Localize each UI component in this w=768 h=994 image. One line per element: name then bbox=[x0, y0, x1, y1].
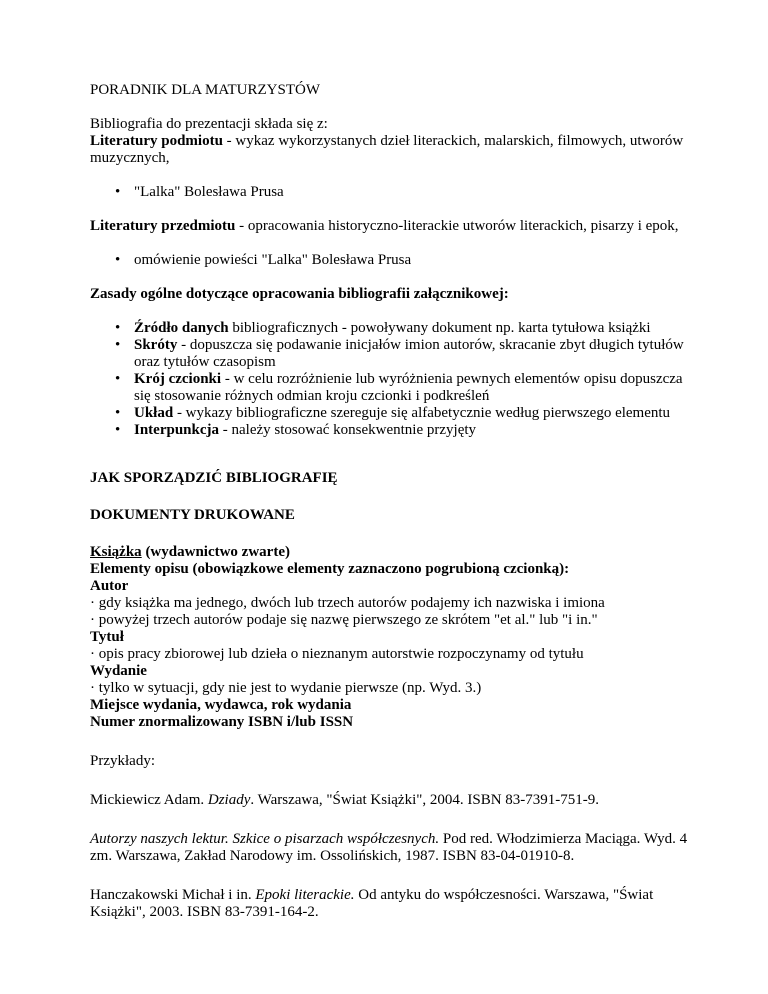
list-item-label: Interpunkcja bbox=[134, 422, 220, 438]
bullet-icon: • bbox=[115, 252, 121, 268]
bullet-icon: • bbox=[115, 320, 121, 336]
list-item-text: - dopuszcza się podawanie inicjałów imion autorów, skracanie zbyt długich tytułów oraz tytułów czasopism bbox=[134, 337, 684, 370]
wydanie-rule-1: · tylko w sytuacji, gdy nie jest to wydanie pierwsze (np. Wyd. 3.) bbox=[90, 680, 482, 696]
bullet-icon: • bbox=[115, 337, 121, 353]
autor-rule-2: · powyżej trzech autorów podaje się nazwę pierwszego ze skrótem "et al." lub "i in." bbox=[90, 612, 598, 628]
example-title: Autorzy naszych lektur. Szkice o pisarzach współczesnych. bbox=[90, 831, 440, 847]
field-tytul: Tytuł bbox=[90, 629, 124, 645]
list-item bbox=[90, 184, 690, 201]
list-item-text: "Lalka" Bolesława Prusa bbox=[134, 184, 284, 200]
lit-podmiotu-label: Literatury podmiotu bbox=[90, 133, 223, 149]
przyklady-label: Przykłady: bbox=[90, 753, 155, 769]
tytul-rule-1: · opis pracy zbiorowej lub dzieła o nieznanym autorstwie rozpoczynamy od tytułu bbox=[90, 646, 584, 662]
list-item bbox=[90, 371, 690, 405]
list-item-text: - w celu rozróżnienie lub wyróżnienia pewnych elementów opisu dopuszcza się stosowanie różnych odmian kroju czcionki i podkreśleń bbox=[134, 371, 683, 404]
field-wydanie: Wydanie bbox=[90, 663, 147, 679]
list-item-label: Krój czcionki bbox=[134, 371, 222, 387]
list-item-text: - wykazy bibliograficzne szereguje się alfabetycznie według pierwszego elementu bbox=[173, 405, 671, 421]
example-title: Dziady bbox=[207, 792, 251, 808]
example-author: Hanczakowski Michał i in. bbox=[90, 887, 256, 903]
zasady-heading: Zasady ogólne dotyczące opracowania bibliografii załącznikowej: bbox=[90, 286, 509, 302]
example-details: Pod red. Włodzimierza Maciąga. Wyd. 4 zm. Warszawa, Zakład Narodowy im. Ossolińskich, 1987. ISBN 83-04-01910-8. bbox=[90, 831, 688, 864]
list-item bbox=[90, 320, 690, 337]
example-title: Epoki literackie. bbox=[255, 887, 355, 903]
lit-przedmiotu-paragraph bbox=[90, 218, 690, 235]
list-item bbox=[90, 252, 690, 269]
example-3 bbox=[90, 887, 690, 921]
lit-przedmiotu-list bbox=[90, 252, 690, 269]
bullet-icon: • bbox=[115, 422, 121, 438]
example-details: Od antyku do współczesności. Warszawa, "Świat Książki", 2003. ISBN 83-7391-164-2. bbox=[90, 887, 654, 920]
lit-podmiotu-paragraph bbox=[90, 133, 690, 167]
list-item-label: Skróty bbox=[134, 337, 178, 353]
list-item-text: - należy stosować konsekwentnie przyjęty bbox=[219, 422, 477, 438]
list-item-text: bibliograficznych - powoływany dokument np. karta tytułowa książki bbox=[228, 320, 651, 336]
lit-przedmiotu-label: Literatury przedmiotu bbox=[90, 218, 236, 234]
list-item-label: Układ bbox=[134, 405, 174, 421]
list-item bbox=[90, 337, 690, 371]
lit-przedmiotu-text: - opracowania historyczno-literackie utworów literackich, pisarzy i epok, bbox=[235, 218, 679, 234]
bullet-icon: • bbox=[115, 371, 121, 387]
document-title: PORADNIK DLA MATURZYSTÓW bbox=[90, 82, 321, 98]
section-heading-dokumenty: DOKUMENTY DRUKOWANE bbox=[90, 507, 295, 523]
section-heading-jak: JAK SPORZĄDZIĆ BIBLIOGRAFIĘ bbox=[90, 470, 338, 486]
list-item bbox=[90, 405, 690, 422]
example-details: . Warszawa, "Świat Książki", 2004. ISBN 83-7391-751-9. bbox=[250, 792, 600, 808]
list-item-text: omówienie powieści "Lalka" Bolesława Prusa bbox=[134, 252, 412, 268]
autor-rule-1: · gdy książka ma jednego, dwóch lub trzech autorów podajemy ich nazwiska i imiona bbox=[90, 595, 605, 611]
list-item-label: Źródło danych bbox=[134, 320, 229, 336]
lit-podmiotu-text: - wykaz wykorzystanych dzieł literackich, malarskich, filmowych, utworów muzycznych, bbox=[90, 133, 684, 166]
ksiazka-heading bbox=[90, 544, 690, 561]
ksiazka-label: Książka bbox=[90, 544, 142, 560]
intro-text: Bibliografia do prezentacji składa się z: bbox=[90, 116, 328, 132]
ksiazka-label-rest: (wydawnictwo zwarte) bbox=[141, 544, 290, 560]
elementy-opisu: Elementy opisu (obowiązkowe elementy zaznaczono pogrubioną czcionką): bbox=[90, 561, 570, 577]
list-item bbox=[90, 422, 690, 439]
field-autor: Autor bbox=[90, 578, 129, 594]
zasady-list bbox=[90, 320, 690, 439]
bullet-icon: • bbox=[115, 184, 121, 200]
field-miejsce: Miejsce wydania, wydawca, rok wydania bbox=[90, 697, 352, 713]
example-1 bbox=[90, 792, 690, 809]
example-author: Mickiewicz Adam. bbox=[90, 792, 208, 808]
bullet-icon: • bbox=[115, 405, 121, 421]
example-2 bbox=[90, 831, 690, 865]
document-page bbox=[90, 82, 690, 921]
lit-podmiotu-list bbox=[90, 184, 690, 201]
field-numer: Numer znormalizowany ISBN i/lub ISSN bbox=[90, 714, 354, 730]
